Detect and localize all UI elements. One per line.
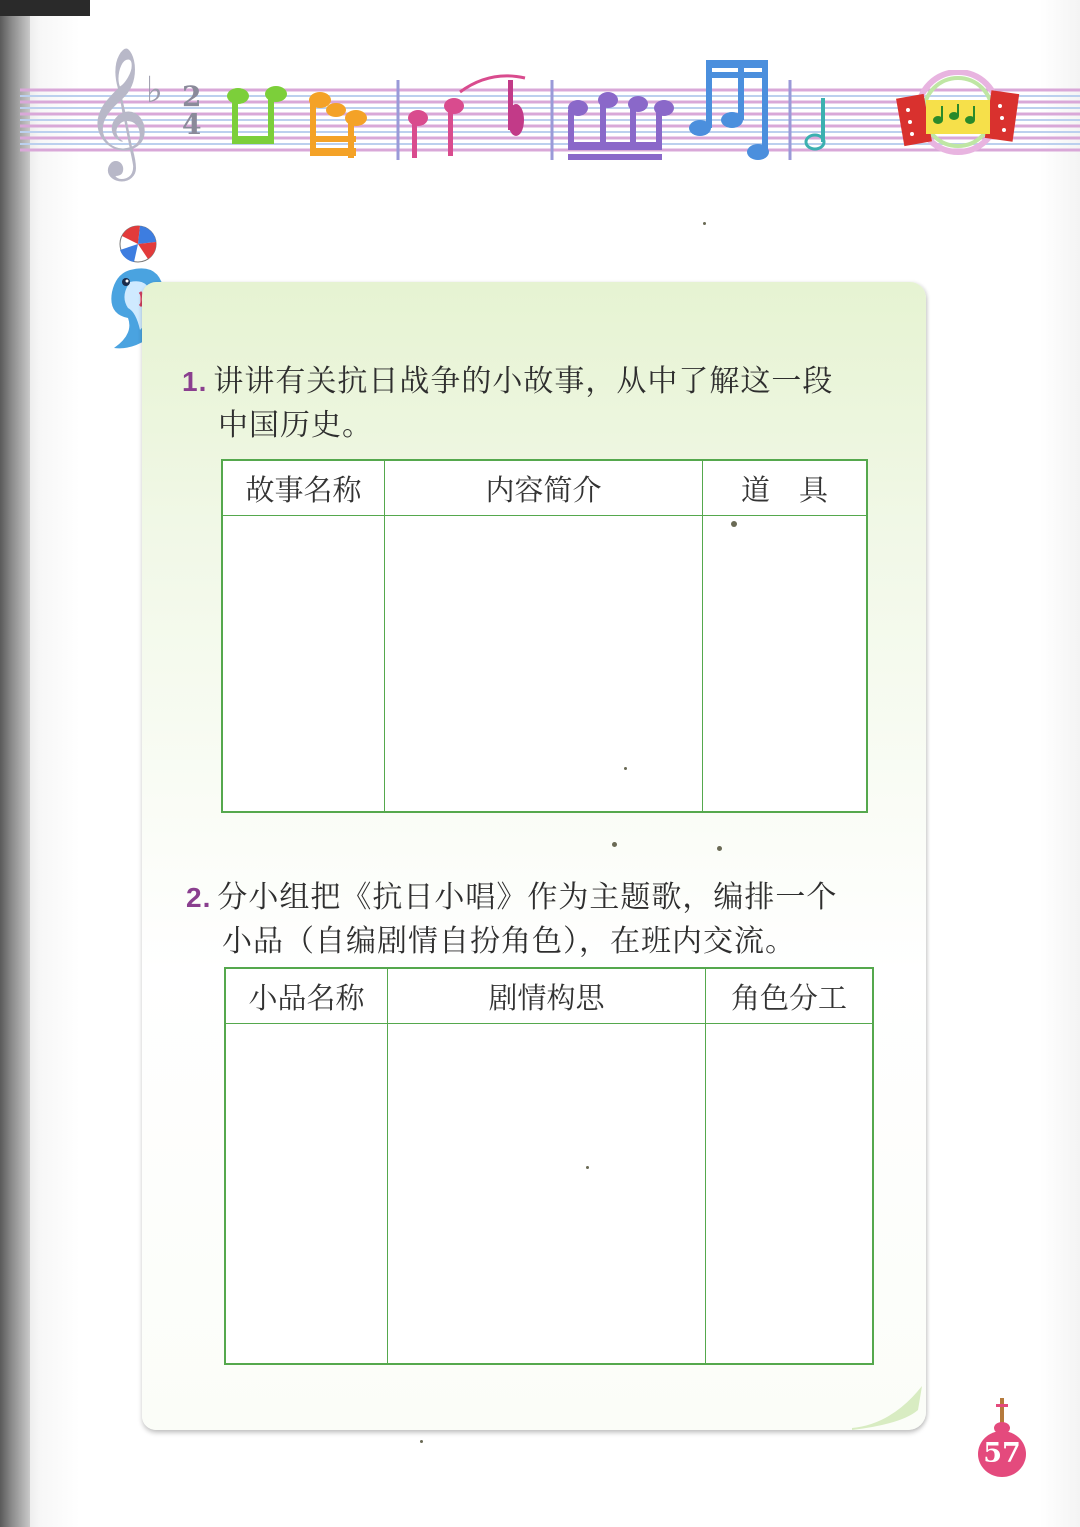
question-2-text-line-1: 分小组把《抗日小唱》作为主题歌，编排一个 — [217, 880, 838, 915]
skit-name-cell[interactable] — [225, 1024, 388, 1365]
scan-speck — [586, 1166, 589, 1169]
scan-speck — [731, 521, 737, 527]
story-table — [221, 459, 868, 813]
flat-sign: ♭ — [146, 70, 163, 111]
role-assignment-cell[interactable] — [706, 1024, 874, 1365]
beach-ball-icon — [120, 226, 156, 262]
content-summary-cell[interactable] — [385, 516, 703, 813]
question-1-line-1 — [182, 356, 833, 400]
time-signature-bottom: 4 — [182, 108, 202, 141]
accordion-icon — [896, 70, 1026, 160]
treble-clef-icon: 𝄞 — [84, 46, 151, 176]
column-header-content-summary: 内容简介 — [385, 460, 703, 516]
question-1-number: 1. — [182, 366, 208, 397]
scan-speck — [624, 767, 627, 770]
page-curl — [852, 1384, 922, 1430]
teal-note-icon — [806, 98, 825, 149]
column-header-skit-name: 小品名称 — [225, 968, 388, 1024]
column-header-plot-idea: 剧情构思 — [388, 968, 706, 1024]
scan-edge — [0, 0, 90, 16]
time-signature-top: 2 — [182, 80, 202, 113]
page-number: 57 — [978, 1431, 1026, 1477]
question-2-number: 2. — [186, 882, 212, 913]
guitar-icon — [990, 1398, 1014, 1434]
story-name-cell[interactable] — [222, 516, 385, 813]
question-2-line-2: 小品（自编剧情自扮角色），在班内交流。 — [222, 924, 796, 959]
magenta-notes-icon — [408, 76, 525, 158]
scan-speck — [420, 1440, 423, 1443]
scan-speck — [717, 846, 722, 851]
props-cell[interactable] — [703, 516, 868, 813]
column-header-role-assignment: 角色分工 — [706, 968, 874, 1024]
book-spine — [0, 0, 30, 1527]
scan-speck — [612, 842, 617, 847]
plot-idea-cell[interactable] — [388, 1024, 706, 1365]
question-1-text-line-1: 讲讲有关抗日战争的小故事，从中了解这一段 — [213, 364, 834, 399]
skit-table — [224, 967, 874, 1365]
column-header-props: 道 具 — [703, 460, 868, 516]
column-header-story-name: 故事名称 — [222, 460, 385, 516]
question-2-line-1 — [186, 872, 837, 916]
scan-speck — [703, 222, 706, 225]
question-1-line-2: 中国历史。 — [218, 408, 373, 443]
